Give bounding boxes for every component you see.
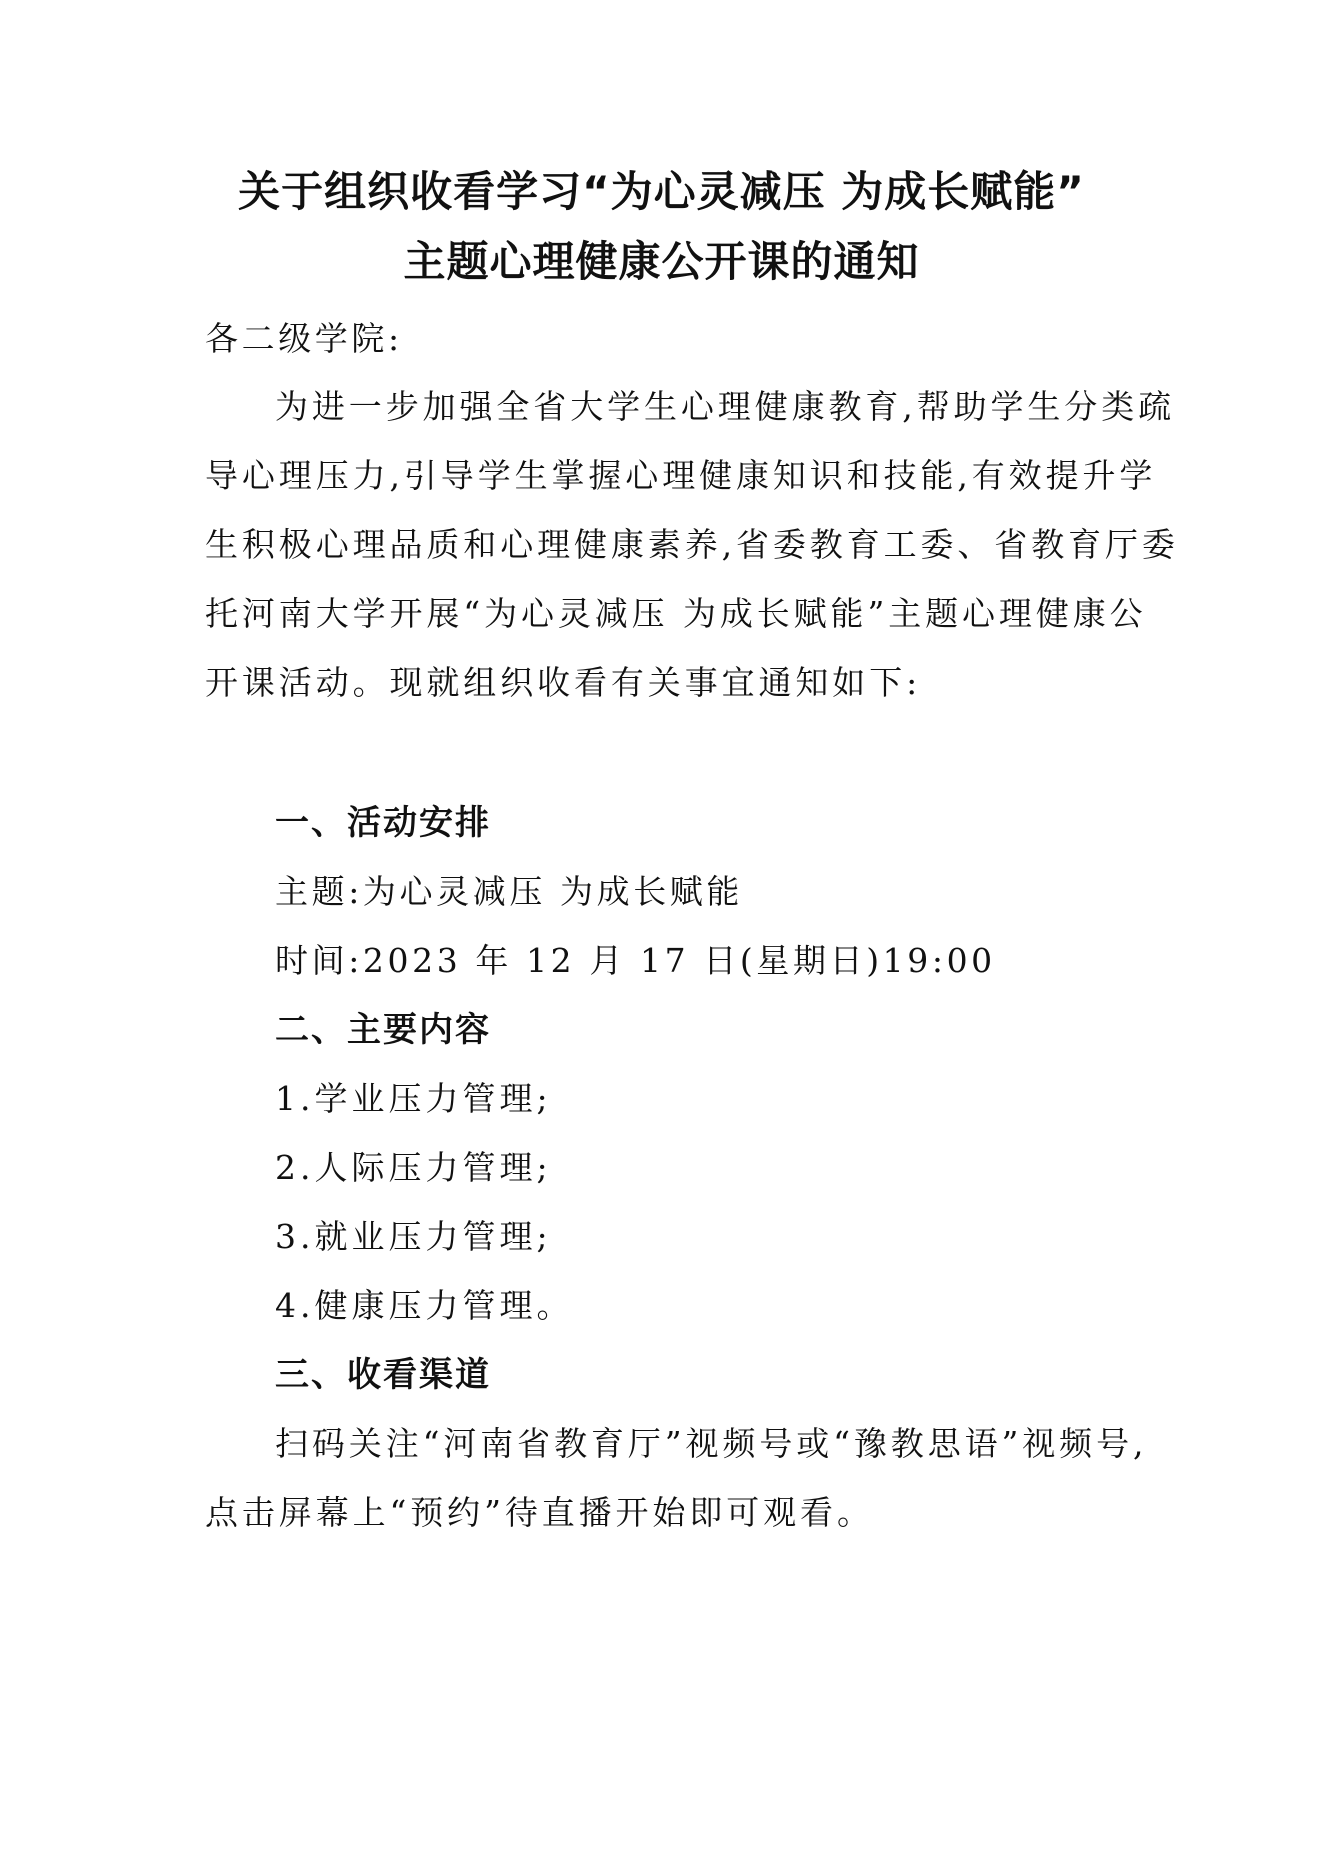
intro-line: 导心理压力,引导学生掌握心理健康知识和技能,有效提升学: [205, 456, 1157, 495]
section-heading-channel: 三、收看渠道: [275, 1355, 491, 1395]
list-item: 1.学业压力管理;: [275, 1079, 552, 1118]
salutation: 各二级学院:: [205, 319, 403, 358]
section-heading-activity: 一、活动安排: [275, 803, 491, 843]
intro-line: 托河南大学开展“为心灵减压 为成长赋能”主题心理健康公: [205, 594, 1147, 633]
list-item: 4.健康压力管理。: [275, 1286, 574, 1325]
title-line-1: 关于组织收看学习“为心灵减压 为成长赋能”: [238, 167, 1085, 216]
channel-line: 扫码关注“河南省教育厅”视频号或“豫教思语”视频号,: [275, 1424, 1148, 1463]
channel-line: 点击屏幕上“预约”待直播开始即可观看。: [205, 1493, 874, 1532]
section-heading-content: 二、主要内容: [275, 1010, 491, 1050]
list-item: 3.就业压力管理;: [275, 1217, 552, 1256]
intro-line: 生积极心理品质和心理健康素养,省委教育工委、省教育厅委: [205, 525, 1179, 564]
activity-time: 时间:2023 年 12 月 17 日(星期日)19:00: [275, 941, 996, 980]
intro-line: 为进一步加强全省大学生心理健康教育,帮助学生分类疏: [275, 387, 1175, 426]
list-item: 2.人际压力管理;: [275, 1148, 552, 1187]
title-line-2: 主题心理健康公开课的通知: [403, 237, 920, 286]
intro-line: 开课活动。现就组织收看有关事宜通知如下:: [205, 663, 922, 702]
activity-theme: 主题:为心灵减压 为成长赋能: [275, 872, 744, 911]
